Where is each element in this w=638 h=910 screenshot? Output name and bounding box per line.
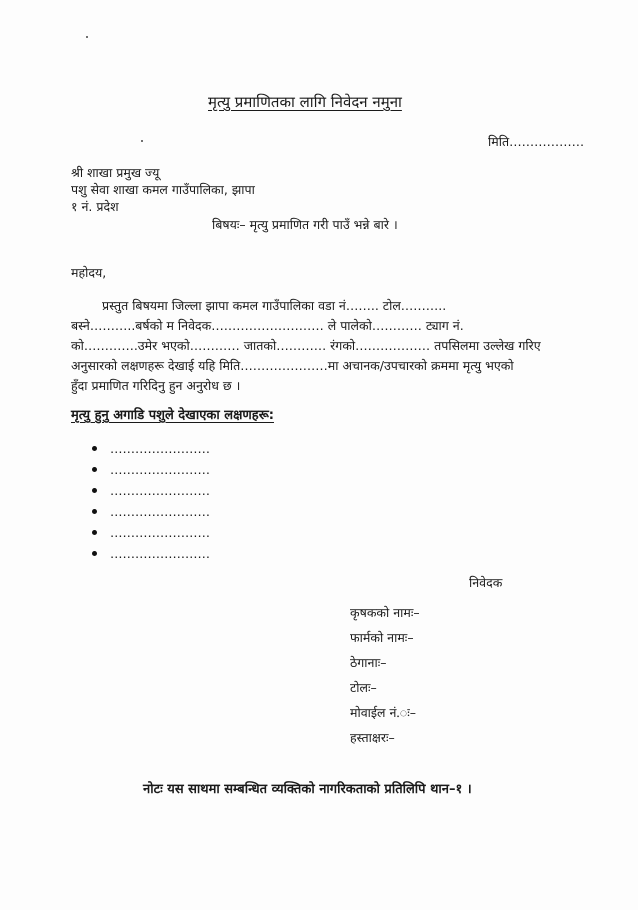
bullet-icon xyxy=(92,488,97,493)
bullet-icon xyxy=(92,530,97,535)
body-line-2: बस्ने………..बर्षको म निवेदक……………………… ले पालेको………… ट्याग नं. xyxy=(71,318,464,333)
body-line-5: हुँदा प्रमाणित गरिदिनु हुन अनुरोध छ । xyxy=(71,378,241,393)
symptom-item: …………………… xyxy=(110,504,210,519)
scan-speck xyxy=(86,36,88,38)
signature-field: हस्ताक्षरः– xyxy=(350,730,395,745)
farmer-name-field: कृषकको नामः– xyxy=(350,605,420,620)
mobile-field: मोवाईल नं.ः– xyxy=(350,705,416,720)
body-line-1: प्रस्तुत बिषयमा जिल्ला झापा कमल गाउँपालिका वडा नं…….. टोल……….. xyxy=(102,298,447,313)
bullet-icon xyxy=(92,551,97,556)
symptom-item: …………………… xyxy=(110,546,210,561)
address-line-3: १ नं. प्रदेश xyxy=(71,199,119,214)
date-line: मिति……………… xyxy=(488,134,585,149)
symptom-item: …………………… xyxy=(110,441,210,456)
address-line-1: श्री शाखा प्रमुख ज्यू xyxy=(71,165,160,180)
symptom-item: …………………… xyxy=(110,462,210,477)
bullet-icon xyxy=(92,446,97,451)
symptom-item: …………………… xyxy=(110,525,210,540)
body-line-4: अनुसारको लक्षणहरू देखाई यहि मिति…………………मा अचानक/उपचारको क्रममा मृत्यु भएको xyxy=(71,358,514,373)
applicant-label: निवेदक xyxy=(469,575,503,590)
farm-name-field: फार्मको नामः– xyxy=(350,630,414,645)
address-line-2: पशु सेवा शाखा कमल गाउँपालिका, झापा xyxy=(71,182,255,197)
salutation: महोदय, xyxy=(71,265,107,280)
footer-note: नोटः यस साथमा सम्बन्धित व्यक्तिको नागरिकताको प्रतिलिपि थान–१ । xyxy=(143,782,472,797)
subject-line: बिषयः– मृत्यु प्रमाणित गरी पाउँ भन्ने बारे । xyxy=(212,217,398,232)
bullet-icon xyxy=(92,467,97,472)
symptoms-heading: मृत्यु हुनु अगाडि पशुले देखाएका लक्षणहरू: xyxy=(71,408,274,423)
symptom-item: …………………… xyxy=(110,483,210,498)
document-title: मृत्यु प्रमाणितका लागि निवेदन नमुना xyxy=(208,93,402,111)
tole-field: टोलः– xyxy=(350,680,377,695)
scan-speck xyxy=(141,140,143,142)
bullet-icon xyxy=(92,509,97,514)
address-field: ठेगानाः– xyxy=(350,655,387,670)
body-line-3: को………….उमेर भएको………… जातको………… रंगको……………… तपसिलमा उल्लेख गरिए xyxy=(71,338,541,353)
